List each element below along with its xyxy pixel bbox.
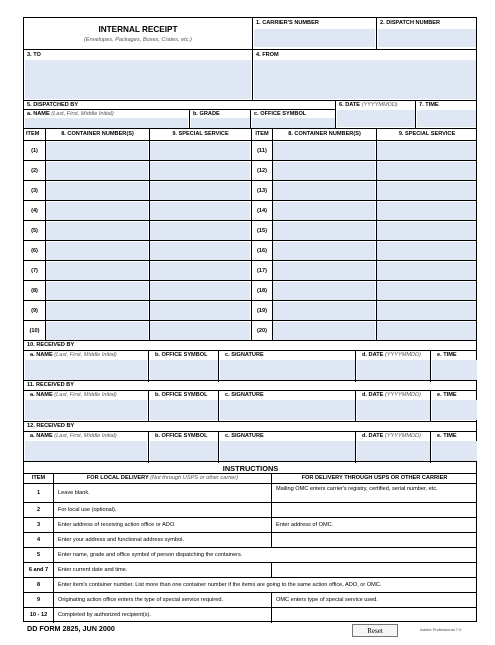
container-number-field[interactable] — [46, 282, 148, 300]
item-number: (14) — [257, 208, 267, 214]
receiver-signature-label: c. SIGNATURE — [225, 352, 264, 358]
instruction-row — [24, 607, 477, 622]
instruction-row — [24, 562, 477, 577]
receiver-date-field[interactable] — [357, 360, 430, 380]
container-number-field[interactable] — [46, 182, 148, 200]
local-delivery-cell — [53, 563, 271, 578]
item-row — [24, 200, 477, 220]
dispatcher-grade-cell — [189, 109, 250, 128]
special-service-field[interactable] — [150, 202, 250, 220]
container-number-field[interactable] — [46, 242, 148, 260]
receiver-office-cell — [148, 391, 218, 422]
item-number: (10) — [29, 328, 40, 334]
items-header-container-left: 8. CONTAINER NUMBER(S) — [61, 131, 134, 137]
local-delivery-text: Enter address of receiving action office or ADO. — [58, 522, 176, 528]
receiver-time-field[interactable] — [432, 400, 477, 420]
instruction-item: 8 — [36, 582, 41, 588]
item-row — [24, 260, 477, 280]
container-number-field[interactable] — [273, 222, 375, 240]
instructions-title-cell — [24, 461, 477, 473]
receiver-date-hint: (YYYYMMDD) — [384, 433, 421, 439]
local-delivery-cell — [53, 548, 477, 563]
items-header-service-right: 9. SPECIAL SERVICE — [398, 131, 456, 137]
dispatcher-office-label: c. OFFICE SYMBOL — [254, 111, 307, 117]
item-number: (5) — [31, 228, 38, 234]
instructions-header-row — [24, 473, 477, 483]
reset-button[interactable]: Reset — [352, 624, 398, 637]
item-number: (18) — [257, 288, 267, 294]
items-header-item-right: ITEM — [255, 131, 269, 137]
special-service-field[interactable] — [377, 242, 476, 260]
receiver-name-field[interactable] — [25, 441, 147, 461]
items-header-service-left: 9. SPECIAL SERVICE — [172, 131, 229, 137]
receiver-name-field[interactable] — [25, 400, 147, 420]
local-delivery-cell — [53, 593, 271, 608]
container-number-field[interactable] — [273, 282, 375, 300]
usps-delivery-text: OMC enters type of special service used. — [276, 597, 378, 603]
special-service-field[interactable] — [150, 142, 250, 160]
item-number: (13) — [257, 188, 267, 194]
receiver-date-label: d. DATE — [362, 352, 384, 358]
received-by-label: 12. RECEIVED BY — [27, 423, 75, 429]
receiver-time-cell — [430, 391, 477, 422]
container-number-field[interactable] — [46, 142, 148, 160]
receiver-time-field[interactable] — [432, 360, 477, 380]
instruction-item: 6 and 7 — [28, 567, 49, 573]
local-delivery-text: Completed by authorized recipient(s). — [58, 612, 151, 618]
receiver-date-hint: (YYYYMMDD) — [384, 352, 421, 358]
instruction-row — [24, 532, 477, 547]
received-by-fields — [24, 350, 477, 381]
from-field[interactable] — [254, 60, 476, 99]
item-number: (1) — [31, 148, 38, 154]
receiver-name-label: a. NAME — [30, 352, 53, 358]
special-service-field[interactable] — [150, 182, 250, 200]
receiver-time-field[interactable] — [432, 441, 477, 461]
instruction-item: 9 — [36, 597, 41, 603]
special-service-field[interactable] — [377, 142, 476, 160]
dispatched-by-label: 5. DISPATCHED BY — [27, 102, 79, 108]
dispatch-date-field[interactable] — [337, 110, 415, 127]
dispatch-time-cell — [415, 100, 477, 128]
received-by-section — [24, 340, 477, 461]
dispatcher-name-label: a. NAME — [27, 111, 50, 117]
receiver-name-field[interactable] — [25, 360, 147, 380]
local-delivery-text: Enter current date and time. — [58, 567, 128, 573]
local-delivery-text: Enter name, grade and office symbol of person dispatching the containers. — [58, 552, 243, 558]
receiver-time-cell — [430, 432, 477, 463]
special-service-field[interactable] — [150, 222, 250, 240]
instruction-row — [24, 592, 477, 607]
received-by-block — [24, 340, 477, 380]
instruction-item: 1 — [36, 490, 41, 496]
dispatch-number-field[interactable] — [378, 29, 476, 47]
receiver-signature-cell — [218, 351, 355, 382]
receiver-name-hint: (Last, First, Middle Initial) — [54, 392, 117, 398]
items-table-body — [24, 140, 477, 340]
receiver-date-cell — [355, 391, 430, 422]
receiver-office-field[interactable] — [150, 400, 218, 420]
container-number-field[interactable] — [273, 182, 375, 200]
received-by-label: 10. RECEIVED BY — [27, 342, 75, 348]
receiver-signature-field[interactable] — [220, 441, 355, 461]
container-number-field[interactable] — [273, 202, 375, 220]
container-number-field[interactable] — [46, 202, 148, 220]
dispatch-number-cell — [376, 18, 477, 49]
item-number: (9) — [31, 308, 38, 314]
dispatcher-name-cell — [24, 109, 189, 128]
receiver-name-hint: (Last, First, Middle Initial) — [54, 352, 117, 358]
local-delivery-cell — [53, 518, 271, 533]
instruction-row — [24, 517, 477, 532]
receiver-date-cell — [355, 432, 430, 463]
item-number: (4) — [31, 208, 38, 214]
receiver-name-label: a. NAME — [30, 433, 53, 439]
item-row — [24, 220, 477, 240]
receiver-office-field[interactable] — [150, 441, 218, 461]
special-service-field[interactable] — [377, 262, 476, 280]
receiver-office-field[interactable] — [150, 360, 218, 380]
container-number-field[interactable] — [273, 262, 375, 280]
item-number: (15) — [257, 228, 267, 234]
internal-receipt-form — [23, 17, 477, 622]
dispatcher-office-cell — [250, 109, 335, 128]
receiver-signature-field[interactable] — [220, 400, 355, 420]
instruction-row — [24, 502, 477, 517]
special-service-field[interactable] — [150, 322, 250, 340]
receiver-date-hint: (YYYYMMDD) — [384, 392, 421, 398]
local-delivery-cell — [53, 503, 271, 518]
receiver-date-field[interactable] — [357, 441, 430, 461]
special-service-field[interactable] — [150, 162, 250, 180]
special-service-field[interactable] — [377, 282, 476, 300]
form-subtitle: (Envelopes, Packages, Boxes, Crates, etc.) — [84, 37, 192, 43]
receiver-date-label: d. DATE — [362, 433, 384, 439]
software-version: Adobe Professional 7.0 — [420, 627, 462, 632]
receiver-time-label: e. TIME — [437, 352, 457, 358]
dispatch-date-hint: (YYYYMMDD) — [361, 102, 398, 108]
receiver-office-cell — [148, 432, 218, 463]
item-row — [24, 280, 477, 300]
container-number-field[interactable] — [46, 322, 148, 340]
receiver-name-hint: (Last, First, Middle Initial) — [54, 433, 117, 439]
container-number-field[interactable] — [46, 302, 148, 320]
usps-delivery-header: FOR DELIVERY THROUGH USPS OR OTHER CARRIER — [301, 475, 448, 481]
instruction-item: 5 — [36, 552, 41, 558]
receiver-signature-label: c. SIGNATURE — [225, 392, 264, 398]
to-cell — [24, 49, 252, 100]
container-number-field[interactable] — [273, 322, 375, 340]
receiver-signature-cell — [218, 432, 355, 463]
usps-delivery-cell — [271, 503, 477, 518]
item-row — [24, 160, 477, 180]
receiver-signature-field[interactable] — [220, 360, 355, 380]
usps-delivery-cell — [271, 608, 477, 623]
usps-delivery-cell — [271, 563, 477, 578]
local-delivery-text: For local use (optional). — [58, 507, 117, 513]
items-header-container-right: 8. CONTAINER NUMBER(S) — [288, 131, 361, 137]
item-row — [24, 320, 477, 340]
item-number: (6) — [31, 248, 38, 254]
dispatcher-name-field[interactable] — [25, 118, 188, 128]
receiver-office-label: b. OFFICE SYMBOL — [155, 392, 208, 398]
special-service-field[interactable] — [377, 302, 476, 320]
carrier-number-field[interactable] — [254, 29, 375, 47]
dispatched-by-header — [24, 100, 335, 109]
item-number: (11) — [257, 148, 267, 154]
local-delivery-hint: (Not through USPS or other carrier) — [150, 475, 239, 481]
item-number: (3) — [31, 188, 38, 194]
dispatch-date-cell — [335, 100, 415, 128]
from-label: 4. FROM — [256, 52, 279, 58]
item-number: (2) — [31, 168, 38, 174]
instruction-row — [24, 483, 477, 502]
receiver-office-label: b. OFFICE SYMBOL — [155, 433, 208, 439]
form-title: INTERNAL RECEIPT — [98, 25, 178, 34]
usps-delivery-text: Mailing OMC enters carrier's registry, certified, serial number, etc. — [276, 486, 438, 492]
item-row — [24, 300, 477, 320]
dispatch-number-label: 2. DISPATCH NUMBER — [380, 20, 441, 26]
receiver-name-cell — [24, 432, 148, 463]
item-number: (16) — [257, 248, 267, 254]
carrier-number-cell — [252, 18, 376, 49]
received-by-fields — [24, 390, 477, 421]
item-number: (12) — [257, 168, 267, 174]
receiver-signature-cell — [218, 391, 355, 422]
dispatcher-grade-label: b. GRADE — [193, 111, 220, 117]
container-number-field[interactable] — [46, 262, 148, 280]
receiver-date-field[interactable] — [357, 400, 430, 420]
receiver-time-cell — [430, 351, 477, 382]
container-number-field[interactable] — [273, 302, 375, 320]
receiver-time-label: e. TIME — [437, 392, 457, 398]
carrier-number-label: 1. CARRIER'S NUMBER — [256, 20, 319, 26]
dispatcher-grade-field[interactable] — [191, 118, 250, 128]
container-number-field[interactable] — [273, 162, 375, 180]
from-cell — [252, 49, 477, 100]
receiver-date-label: d. DATE — [362, 392, 384, 398]
receiver-name-cell — [24, 391, 148, 422]
local-delivery-text: Enter your address and functional address symbol. — [58, 537, 184, 543]
usps-delivery-cell — [271, 593, 477, 608]
item-row — [24, 140, 477, 160]
item-number: (17) — [257, 268, 267, 274]
instruction-item: 2 — [36, 507, 41, 513]
received-by-block — [24, 421, 477, 461]
container-number-field[interactable] — [46, 222, 148, 240]
special-service-field[interactable] — [377, 182, 476, 200]
dispatch-time-label: 7. TIME — [419, 102, 439, 108]
receiver-name-label: a. NAME — [30, 392, 53, 398]
local-delivery-cell — [53, 608, 271, 623]
special-service-field[interactable] — [377, 202, 476, 220]
special-service-field[interactable] — [377, 322, 476, 340]
receiver-signature-label: c. SIGNATURE — [225, 433, 264, 439]
receiver-office-label: b. OFFICE SYMBOL — [155, 352, 208, 358]
dispatcher-name-hint: (Last, First, Middle Initial) — [51, 111, 114, 117]
receiver-date-cell — [355, 351, 430, 382]
to-field[interactable] — [25, 60, 251, 99]
item-number: (8) — [31, 288, 38, 294]
local-delivery-text: Originating action office enters the type of special service required. — [58, 597, 224, 603]
dispatch-time-field[interactable] — [417, 110, 476, 127]
received-by-block — [24, 380, 477, 420]
special-service-field[interactable] — [150, 262, 250, 280]
special-service-field[interactable] — [150, 242, 250, 260]
local-delivery-cell — [53, 484, 271, 503]
dispatcher-office-field[interactable] — [252, 118, 335, 128]
receiver-office-cell — [148, 351, 218, 382]
container-number-field[interactable] — [273, 142, 375, 160]
items-table-header — [24, 128, 477, 140]
instruction-item: 3 — [36, 522, 41, 528]
special-service-field[interactable] — [150, 282, 250, 300]
item-number: (20) — [257, 328, 267, 334]
container-number-field[interactable] — [46, 162, 148, 180]
received-by-label: 11. RECEIVED BY — [27, 382, 74, 388]
items-header-item-left: ITEM — [26, 131, 40, 137]
instructions-table-body — [24, 483, 477, 622]
item-row — [24, 240, 477, 260]
local-delivery-text: Enter item's container number. List more than one container number if the items are going to the same action office, ADO, or OMC. — [58, 582, 382, 588]
received-by-fields — [24, 431, 477, 462]
container-number-field[interactable] — [273, 242, 375, 260]
local-delivery-text: Leave blank. — [58, 490, 90, 496]
instruction-row — [24, 547, 477, 562]
item-number: (7) — [31, 268, 38, 274]
form-identifier: DD FORM 2825, JUN 2000 — [27, 624, 115, 633]
instruction-item: 10 - 12 — [29, 612, 48, 618]
instruction-row — [24, 577, 477, 592]
special-service-field[interactable] — [377, 162, 476, 180]
to-label: 3. TO — [27, 52, 41, 58]
special-service-field[interactable] — [377, 222, 476, 240]
usps-delivery-cell — [271, 484, 477, 503]
instructions-title: INSTRUCTIONS — [222, 464, 279, 473]
usps-delivery-cell — [271, 518, 477, 533]
receiver-name-cell — [24, 351, 148, 382]
usps-delivery-text: Enter address of OMC. — [276, 522, 334, 528]
instructions-item-header: ITEM — [31, 475, 46, 481]
usps-delivery-cell — [271, 533, 477, 548]
special-service-field[interactable] — [150, 302, 250, 320]
receiver-time-label: e. TIME — [437, 433, 457, 439]
local-delivery-cell — [53, 533, 271, 548]
form-title-block — [24, 18, 252, 49]
dispatch-date-label: 6. DATE — [339, 102, 361, 108]
instruction-item: 4 — [36, 537, 41, 543]
local-delivery-cell — [53, 578, 477, 593]
local-delivery-header: FOR LOCAL DELIVERY — [86, 475, 149, 481]
item-row — [24, 180, 477, 200]
item-number: (19) — [257, 308, 267, 314]
